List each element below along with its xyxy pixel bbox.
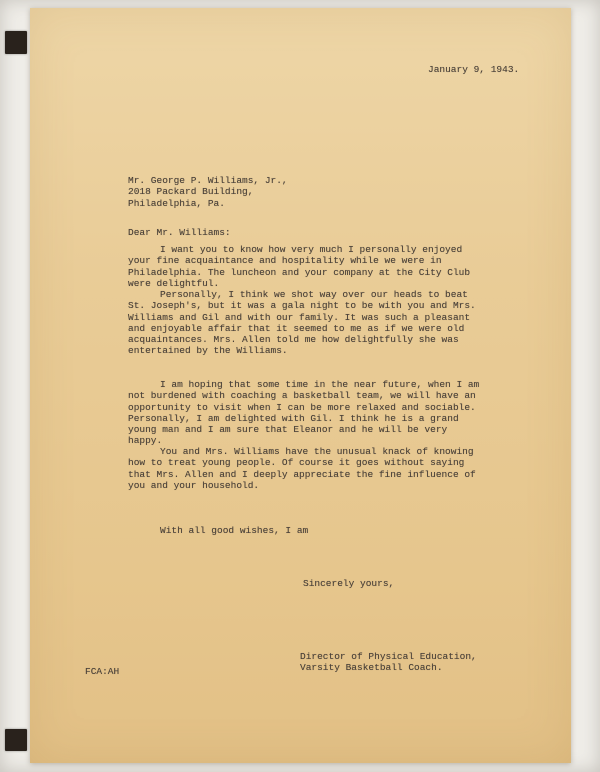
body-paragraph-1: I want you to know how very much I personally enjoyed your fine acquaintance and hospitality while we were in Philadelphia. The luncheon and your company at the City Club were delightful. [128, 244, 471, 289]
signature-title-line-2: Varsity Basketball Coach. [300, 662, 443, 674]
recipient-address-block [128, 175, 288, 209]
body-paragraph-3: I am hoping that some time in the near future, when I am not burdened with coaching a basketball team, we will have an opportunity to visit when I can be more relaxed and sociable. Personally, I am delighted with Gil. I think he is a grand young man and I am sure that Eleanor and he will be very happy. [128, 379, 480, 447]
recipient-city: Philadelphia, Pa. [128, 197, 225, 209]
complimentary-close: Sincerely yours, [303, 578, 395, 589]
photo-corner-mount-bottom-left [5, 729, 27, 751]
signature-title-block [300, 651, 477, 674]
signature-title-line-1: Director of Physical Education, [300, 651, 477, 662]
letter-date: January 9, 1943. [428, 64, 520, 75]
salutation: Dear Mr. Williams: [128, 227, 231, 238]
body-paragraph-4: You and Mrs. Williams have the unusual knack of knowing how to treat young people. Of course it goes without saying that Mrs. Allen and I deeply appreciate the fine influence of you and your household. [128, 446, 476, 491]
reference-initials: FCA:AH [85, 666, 120, 677]
recipient-name: Mr. George P. Williams, Jr., [128, 175, 288, 186]
closing-line: With all good wishes, I am [160, 525, 309, 536]
body-paragraph-2: Personally, I think we shot way over our heads to beat St. Joseph's, but it was a gala night to be with you and Mrs. Williams and Gil and with our family. It was such a pleasant and enjoyable affair that it seemed to me as if we were old acquaintances. Mrs. Allen told me how delightfully she was entertained by the Williams. [128, 289, 476, 357]
letter-page [30, 8, 571, 763]
recipient-street: 2018 Packard Building, [128, 186, 254, 198]
photo-corner-mount-top-left [5, 31, 27, 54]
